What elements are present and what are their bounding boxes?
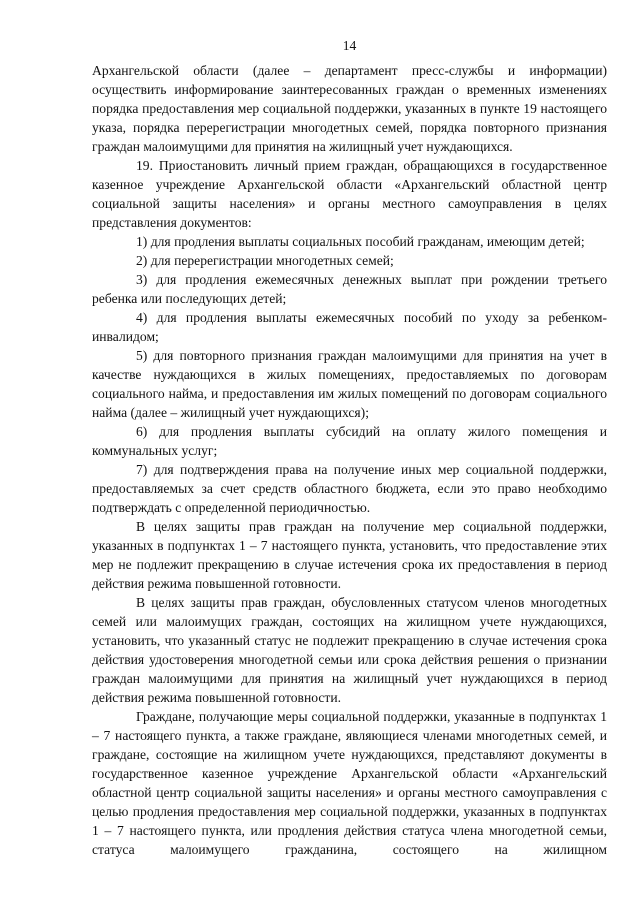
paragraph-6: 4) для продления выплаты ежемесячных пособий по уходу за ребенком-инвалидом; bbox=[92, 310, 607, 344]
paragraph-10: В целях защиты прав граждан на получение мер социальной поддержки, указанных в подпунктах 1 – 7 настоящего пункта, установить, что предоставление этих мер не подлежит прекращению в случае истечения срока их предоставления в период действия режима повышенной готовности. bbox=[92, 519, 607, 591]
paragraph-4: 2) для перерегистрации многодетных семей; bbox=[136, 253, 394, 268]
paragraph-3: 1) для продления выплаты социальных пособий гражданам, имеющим детей; bbox=[136, 234, 585, 249]
paragraph-12: Граждане, получающие меры социальной поддержки, указанные в подпунктах 1 – 7 настоящего пункта, а также граждане, являющиеся членами многодетных семей, и граждане, состоящие на жилищном учете нуждающихся, представляют документы в государственное казенное учреждение Архангельской области «Архангельский областной центр социальной защиты населения» и органы местного самоуправления с целью продления предоставления мер социальной поддержки, указанных в подпунктах 1 – 7 настоящего пункта, или продления действия статуса члена многодетной семьи, статуса малоимущего гражданина, состоящего на жилищном bbox=[92, 709, 607, 857]
paragraph-5: 3) для продления ежемесячных денежных выплат при рождении третьего ребенка или последующих детей; bbox=[92, 272, 607, 306]
paragraph-8: 6) для продления выплаты субсидий на оплату жилого помещения и коммунальных услуг; bbox=[92, 424, 607, 458]
paragraph-1: Архангельской области (далее – департамент пресс-службы и информации) осуществить информирование заинтересованных граждан о временных изменениях порядка предоставления мер социальной поддержки, указанных в пункте 19 настоящего указа, порядка перерегистрации многодетных семей, порядка повторного признания граждан малоимущими для принятия на жилищный учет нуждающихся. bbox=[92, 63, 607, 154]
paragraph-2: 19. Приостановить личный прием граждан, обращающихся в государственное казенное учреждение Архангельской области «Архангельский областной центр социальной защиты населения» и органы местного самоуправления в целях представления документов: bbox=[92, 158, 607, 230]
paragraph-9: 7) для подтверждения права на получение иных мер социальной поддержки, предоставляемых за счет средств областного бюджета, если это право необходимо подтверждать с определенной периодичностью. bbox=[92, 462, 607, 515]
paragraph-7: 5) для повторного признания граждан малоимущими для принятия на учет в качестве нуждающихся в жилых помещениях, предоставляемых по договорам социального найма, и предоставления им жилых помещений по договорам социального найма (далее – жилищный учет нуждающихся); bbox=[92, 348, 607, 420]
paragraph-11: В целях защиты прав граждан, обусловленных статусом членов многодетных семей или малоимущих граждан, состоящих на жилищном учете нуждающихся, установить, что указанный статус не подлежит прекращению в случае истечения срока действия удостоверения многодетной семьи или срока действия решения о признании граждан малоимущими для принятия на жилищный учет нуждающихся в период действия режима повышенной готовности. bbox=[92, 595, 607, 705]
page-number: 14 bbox=[342, 38, 357, 53]
